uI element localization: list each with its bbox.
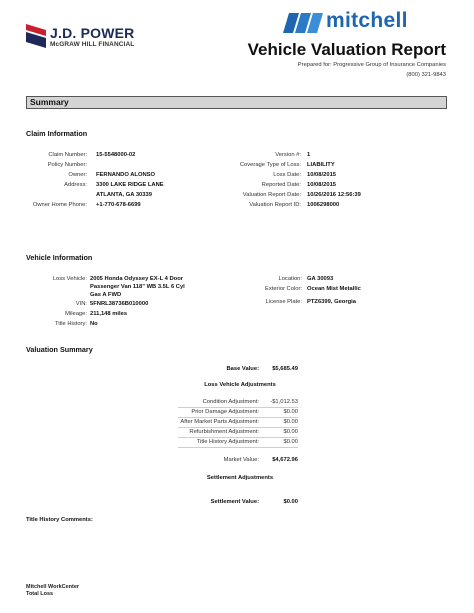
vin-value: 5FNRL38736B010000 xyxy=(90,301,149,307)
row-divider xyxy=(178,427,298,428)
prior-damage-label: Prior Damage Adjustment: xyxy=(191,409,259,415)
market-value: $4,672.96 xyxy=(272,457,298,463)
market-value-label: Market Value: xyxy=(223,457,259,463)
settlement-value-label: Settlement Value: xyxy=(210,499,259,505)
title-history-adj-value: $0.00 xyxy=(283,439,298,445)
prior-damage-value: $0.00 xyxy=(283,409,298,415)
claim-number-value: 15-5548000-02 xyxy=(96,152,136,158)
condition-adjustment-value: -$1,012.53 xyxy=(270,399,298,405)
valuation-summary-title: Valuation Summary xyxy=(26,345,93,354)
title-history-comments-label: Title History Comments: xyxy=(26,517,93,523)
summary-bar xyxy=(26,96,447,109)
location-label: Location: xyxy=(278,276,302,282)
report-id-label: Valuation Report ID: xyxy=(249,202,301,208)
vin-label: VIN: xyxy=(75,301,87,307)
coverage-label: Coverage Type of Loss: xyxy=(239,162,301,168)
loss-vehicle-line2: Passenger Van 118" WB 3.5L 6 Cyl xyxy=(90,284,185,290)
license-plate-value: PTZ6399, Georgia xyxy=(307,299,356,305)
contact-phone: (800) 321-9843 xyxy=(406,72,446,78)
row-divider xyxy=(178,437,298,438)
policy-number-label: Policy Number: xyxy=(47,162,87,168)
row-divider xyxy=(178,447,298,448)
prepared-for: Prepared for: Progressive Group of Insurance Companies xyxy=(297,62,446,68)
footer-workcenter: Mitchell WorkCenter xyxy=(26,584,80,590)
refurbishment-label: Refurbishment Adjustment: xyxy=(189,429,259,435)
after-market-label: After Market Parts Adjustment: xyxy=(180,419,259,425)
loss-vehicle-line3: Gas A FWD xyxy=(90,292,122,298)
base-value-label: Base Value: xyxy=(226,366,259,372)
report-id-value: 1006298000 xyxy=(307,202,340,208)
reported-date-value: 10/08/2015 xyxy=(307,182,337,188)
loss-date-label: Loss Date: xyxy=(273,172,301,178)
coverage-value: LIABILITY xyxy=(307,162,335,168)
loss-vehicle-label: Loss Vehicle: xyxy=(52,276,87,282)
exterior-color-value: Ocean Mist Metallic xyxy=(307,286,361,292)
row-divider xyxy=(178,407,298,408)
version-label: Version #: xyxy=(275,152,301,158)
mileage-label: Mileage: xyxy=(65,311,87,317)
summary-label: Summary xyxy=(30,97,69,107)
loss-vehicle-line1: 2005 Honda Odyssey EX-L 4 Door xyxy=(90,276,183,282)
owner-label: Owner: xyxy=(68,172,87,178)
claim-info-title: Claim Information xyxy=(26,129,88,138)
address-label: Address: xyxy=(64,182,87,188)
settlement-value: $0.00 xyxy=(283,499,298,505)
refurbishment-value: $0.00 xyxy=(283,429,298,435)
title-history-label: Title History: xyxy=(55,321,87,327)
condition-adjustment-label: Condition Adjustment: xyxy=(202,399,259,405)
location-value: GA 30093 xyxy=(307,276,334,282)
settlement-adjustments-heading: Settlement Adjustments xyxy=(206,475,274,481)
title-history-value: No xyxy=(90,321,98,327)
base-value: $5,685.49 xyxy=(272,366,298,372)
mitchell-name: mitchell xyxy=(326,9,408,32)
report-title: Vehicle Valuation Report xyxy=(247,40,446,59)
vehicle-info-title: Vehicle Information xyxy=(26,253,93,262)
after-market-value: $0.00 xyxy=(283,419,298,425)
jdpower-name: J.D. POWER xyxy=(50,25,135,41)
address-line2: ATLANTA, GA 30339 xyxy=(96,192,152,198)
claim-number-label: Claim Number: xyxy=(48,152,87,158)
license-plate-label: License Plate: xyxy=(265,299,302,305)
loss-date-value: 10/08/2015 xyxy=(307,172,337,178)
row-divider xyxy=(178,417,298,418)
mileage-value: 211,148 miles xyxy=(90,311,128,317)
footer-total-loss: Total Loss xyxy=(26,591,54,597)
report-date-value: 10/26/2016 12:56:39 xyxy=(307,192,361,198)
report-date-label: Valuation Report Date: xyxy=(242,192,301,198)
version-value: 1 xyxy=(307,152,311,158)
address-line1: 3300 LAKE RIDGE LANE xyxy=(96,182,164,188)
jdpower-subtitle: McGRAW HILL FINANCIAL xyxy=(50,41,135,48)
owner-value: FERNANDO ALONSO xyxy=(96,172,156,178)
jdpower-logo-icon xyxy=(26,24,46,48)
loss-adjustments-heading: Loss Vehicle Adjustments xyxy=(204,382,276,388)
mitchell-logo-icon xyxy=(283,11,323,35)
owner-phone-label: Owner Home Phone: xyxy=(32,202,87,208)
reported-date-label: Reported Date: xyxy=(261,182,301,188)
owner-phone-value: +1-770-678-6699 xyxy=(96,202,141,208)
title-history-adj-label: Title History Adjustment: xyxy=(196,439,259,445)
exterior-color-label: Exterior Color: xyxy=(264,286,302,292)
